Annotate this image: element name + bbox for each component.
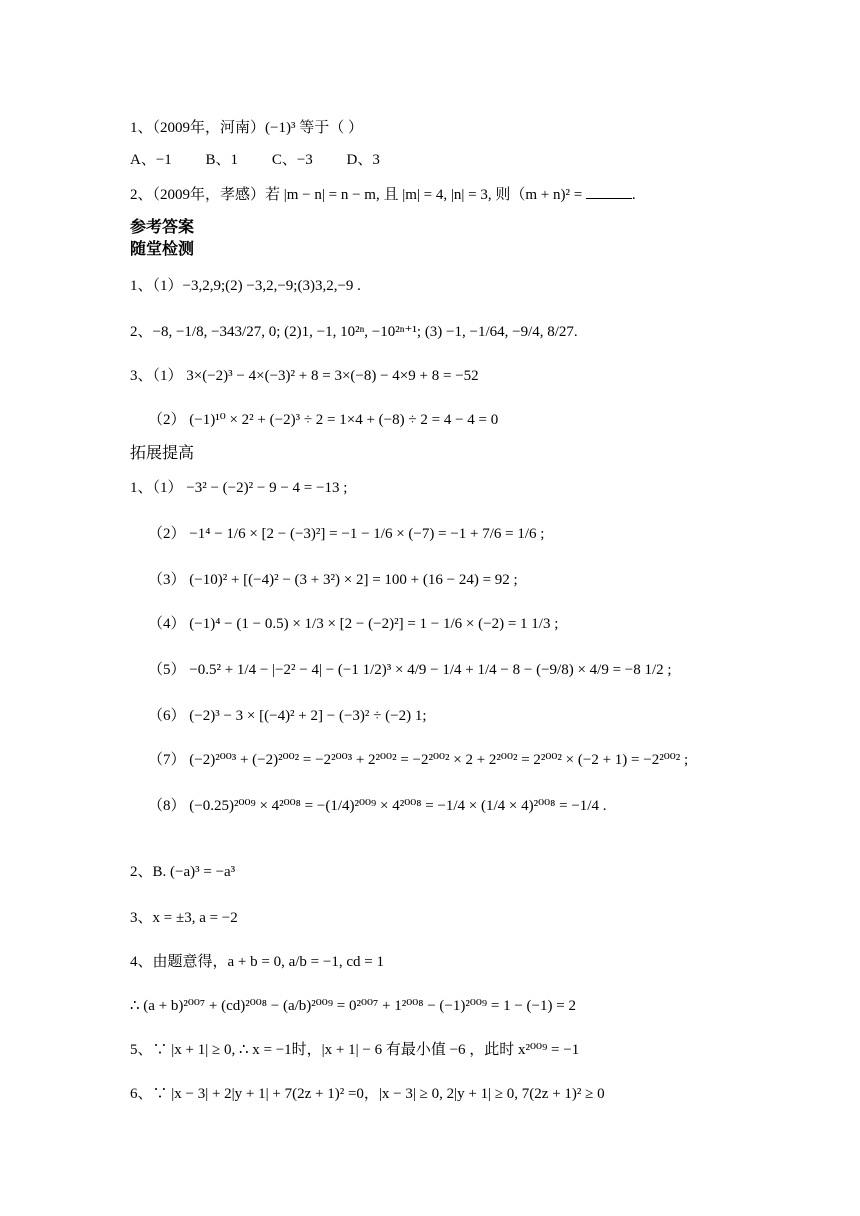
question-1: 1、（2009年，河南）(−1)³ 等于（ ） — [130, 120, 363, 136]
option-d: D、3 — [346, 152, 380, 168]
answer-1: 1、（1）−3,2,9;(2) −3,2,−9;(3)3,2,−9 . — [130, 278, 361, 294]
ext-3: 3、x = ±3, a = −2 — [130, 910, 238, 926]
ext-1-3: （3） (−10)² + [(−4)² − (3 + 3²) × 2] = 100 + (16 − 24) = 92 ; — [148, 572, 518, 588]
ext-6: 6、∵ |x − 3| + 2|y + 1| + 7(2z + 1)² =0，|x − 3| ≥ 0, 2|y + 1| ≥ 0, 7(2z + 1)² ≥ 0 — [130, 1086, 605, 1102]
ext-2: 2、B. (−a)³ = −a³ — [130, 864, 236, 880]
ext-1-6: （6） (−2)³ − 3 × [(−4)² + 2] − (−3)² ÷ (−2) 1; — [148, 708, 427, 724]
section-heading-answers: 参考答案 — [130, 219, 195, 236]
ext-1-2: （2） −1⁴ − 1/6 × [2 − (−3)²] = −1 − 1/6 × (−7) = −1 + 7/6 = 1/6 ; — [148, 526, 545, 542]
section-heading-classroom: 随堂检测 — [130, 241, 195, 258]
ext-1-8: （8） (−0.25)²⁰⁰⁹ × 4²⁰⁰⁸ = −(1/4)²⁰⁰⁹ × 4²⁰⁰⁸ = −1/4 × (1/4 × 4)²⁰⁰⁸ = −1/4 . — [148, 798, 607, 814]
ext-4-therefore: ∴ (a + b)²⁰⁰⁷ + (cd)²⁰⁰⁸ − (a/b)²⁰⁰⁹ = 0²⁰⁰⁷ + 1²⁰⁰⁸ − (−1)²⁰⁰⁹ = 1 − (−1) = 2 — [130, 998, 576, 1014]
question-2-text: 2、（2009年，孝感）若 |m − n| = n − m, 且 |m| = 4, |n| = 3, 则（m + n)² = — [130, 187, 586, 203]
answer-blank — [586, 184, 632, 199]
option-a: A、−1 — [130, 152, 172, 168]
answer-2: 2、−8, −1/8, −343/27, 0; (2)1, −1, 10²ⁿ, −10²ⁿ⁺¹; (3) −1, −1/64, −9/4, 8/27. — [130, 324, 578, 340]
option-c: C、−3 — [271, 152, 313, 168]
answer-3-1: 3、（1） 3×(−2)³ − 4×(−3)² + 8 = 3×(−8) − 4×9 + 8 = −52 — [130, 368, 479, 384]
ext-1-7: （7） (−2)²⁰⁰³ + (−2)²⁰⁰² = −2²⁰⁰³ + 2²⁰⁰² = −2²⁰⁰² × 2 + 2²⁰⁰² = 2²⁰⁰² × (−2 + 1) = −2²⁰⁰² ; — [148, 752, 689, 768]
ext-1-5: （5） −0.5² + 1/4 − |−2² − 4| − (−1 1/2)³ × 4/9 − 1/4 + 1/4 − 8 − (−9/8) × 4/9 = −8 1/2 ; — [148, 662, 672, 678]
section-heading-extension: 拓展提高 — [130, 445, 195, 462]
period: . — [631, 187, 636, 203]
ext-1-4: （4） (−1)⁴ − (1 − 0.5) × 1/3 × [2 − (−2)²] = 1 − 1/6 × (−2) = 1 1/3 ; — [148, 616, 559, 632]
ext-1-1: 1、（1） −3² − (−2)² − 9 − 4 = −13 ; — [130, 480, 348, 496]
option-b: B、1 — [205, 152, 239, 168]
ext-4: 4、由题意得，a + b = 0, a/b = −1, cd = 1 — [130, 954, 384, 970]
question-1-options — [130, 150, 410, 170]
question-2 — [130, 184, 636, 205]
ext-5: 5、∵ |x + 1| ≥ 0, ∴ x = −1时，|x + 1| − 6 有最小值 −6 ，此时 x²⁰⁰⁹ = −1 — [130, 1042, 580, 1058]
answer-3-2: （2） (−1)¹⁰ × 2² + (−2)³ ÷ 2 = 1×4 + (−8) ÷ 2 = 4 − 4 = 0 — [148, 412, 499, 428]
